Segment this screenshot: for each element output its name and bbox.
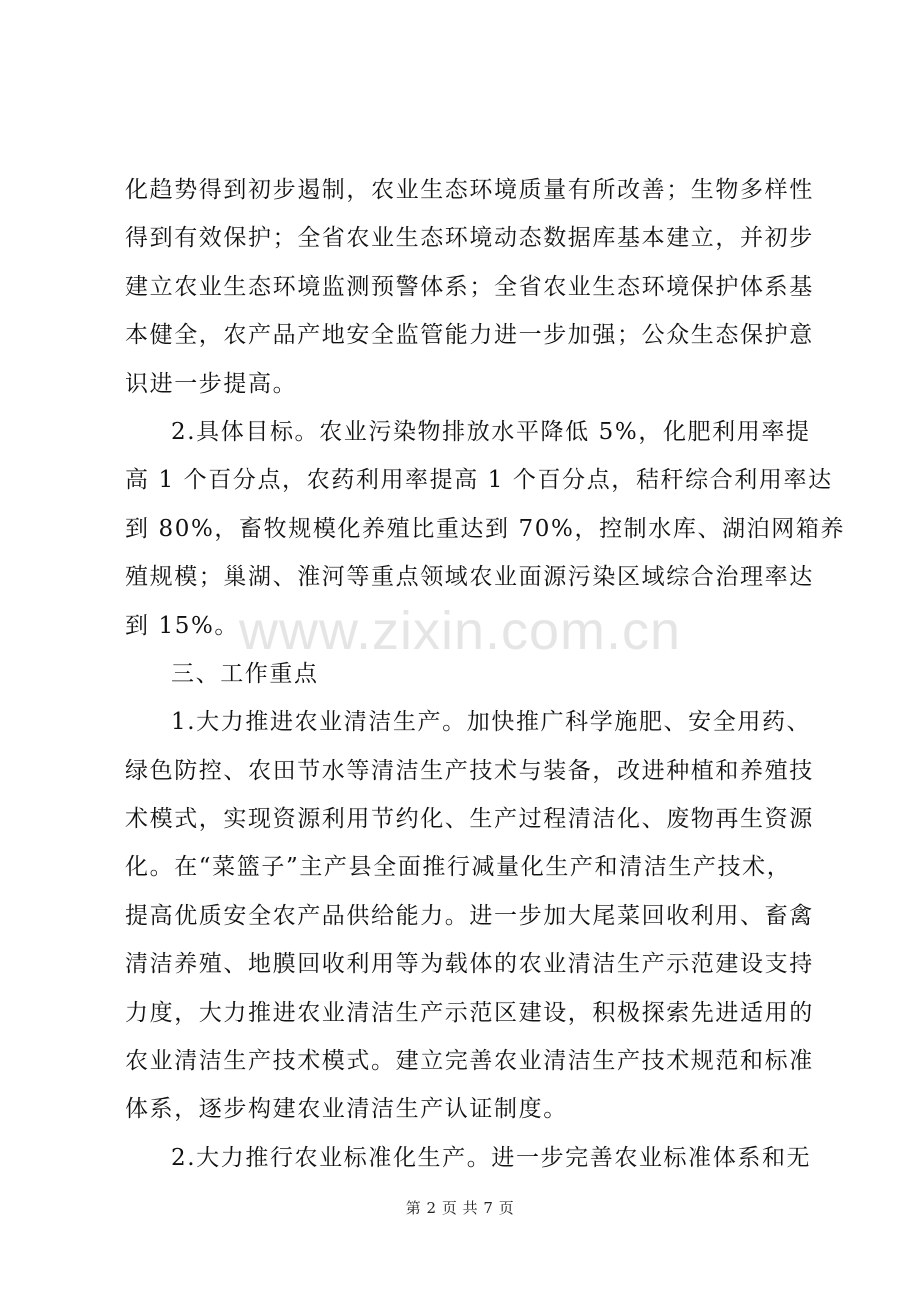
- body-line: 绿色防控、农田节水等清洁生产技术与装备，改进种植和养殖技: [125, 757, 814, 784]
- paragraph-first-line: 2.具体目标。农业污染物排放水平降低 5%，化肥利用率提: [171, 418, 811, 445]
- body-line: 清洁养殖、地膜回收利用等为载体的农业清洁生产示范建设支持: [125, 951, 814, 978]
- document-body: [125, 166, 846, 1182]
- body-line: 得到有效保护；全省农业生态环境动态数据库基本建立，并初步: [125, 225, 814, 252]
- body-line: 识进一步提高。: [125, 370, 298, 397]
- body-line: 到 15%。: [125, 612, 240, 639]
- body-line: 化。在“菜篮子”主产县全面推行减量化生产和清洁生产技术，: [125, 854, 792, 881]
- paragraph-first-line: 2.大力推行农业标准化生产。进一步完善农业标准体系和无: [171, 1144, 812, 1171]
- body-line: 到 80%，畜牧规模化养殖比重达到 70%，控制水库、湖泊网箱养: [125, 515, 846, 542]
- body-line: 本健全，农产品产地安全监管能力进一步加强；公众生态保护意: [125, 322, 814, 349]
- body-line: 术模式，实现资源利用节约化、生产过程清洁化、废物再生资源: [125, 806, 814, 833]
- body-line: 提高优质安全农产品供给能力。进一步加大尾菜回收利用、畜禽: [125, 902, 814, 929]
- paragraph-first-line: 1.大力推进农业清洁生产。加快推广科学施肥、安全用药、: [171, 709, 812, 736]
- section-heading: 三、工作重点: [171, 660, 319, 687]
- body-line: 力度，大力推进农业清洁生产示范区建设，积极探索先进适用的: [125, 999, 814, 1026]
- body-line: 化趋势得到初步遏制，农业生态环境质量有所改善；生物多样性: [125, 177, 814, 203]
- watermark: www.zixin.com.cn: [238, 601, 682, 661]
- body-line: 殖规模；巢湖、淮河等重点领域农业面源污染区域综合治理率达: [125, 564, 814, 591]
- page-footer: 第 2 页 共 7 页: [405, 1199, 515, 1217]
- body-line: 体系，逐步构建农业清洁生产认证制度。: [125, 1096, 568, 1123]
- body-line: 建立农业生态环境监测预警体系；全省农业生态环境保护体系基: [125, 273, 814, 300]
- body-line: 农业清洁生产技术模式。建立完善农业清洁生产技术规范和标准: [125, 1048, 814, 1075]
- body-line: 高 1 个百分点，农药利用率提高 1 个百分点，秸秆综合利用率达: [125, 467, 833, 494]
